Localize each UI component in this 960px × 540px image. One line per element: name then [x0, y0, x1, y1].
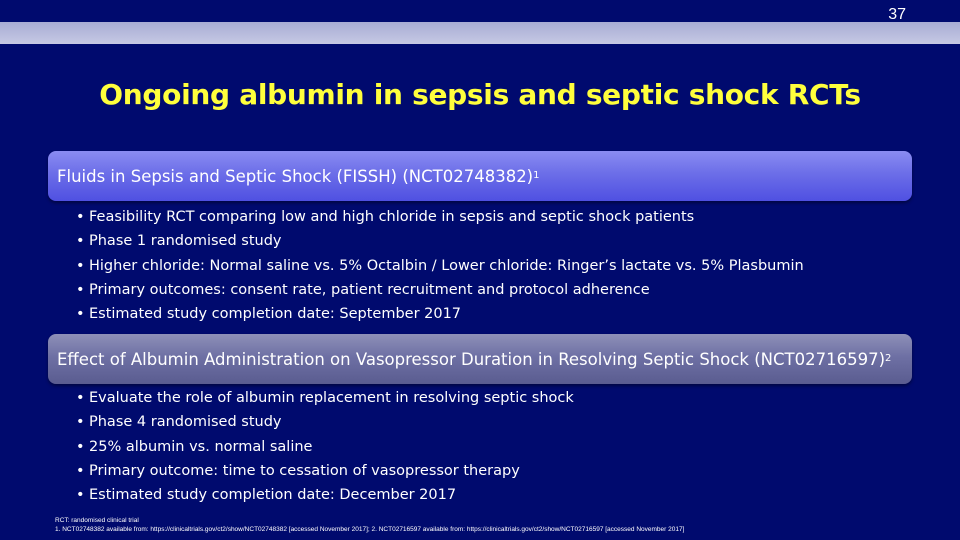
- bullet-item: • Estimated study completion date: September 2017: [76, 302, 804, 326]
- bullet-item: • Phase 4 randomised study: [76, 410, 574, 434]
- bullet-item: • Higher chloride: Normal saline vs. 5% Octalbin / Lower chloride: Ringer’s lactate vs. 5% Plasbumin: [76, 254, 804, 278]
- bullet-item: • Primary outcome: time to cessation of vasopressor therapy: [76, 459, 574, 483]
- footnotes: [55, 516, 684, 534]
- trial-bullet-list-vasopressor: [76, 386, 574, 507]
- bullet-item: • Primary outcomes: consent rate, patient recruitment and protocol adherence: [76, 278, 804, 302]
- trial-heading-vasopressor: Effect of Albumin Administration on Vasopressor Duration in Resolving Septic Shock (NCT02716597) 2: [48, 334, 912, 384]
- bullet-item: • Evaluate the role of albumin replacement in resolving septic shock: [76, 386, 574, 410]
- trial-heading-fissh: Fluids in Sepsis and Septic Shock (FISSH) (NCT02748382) 1: [48, 151, 912, 201]
- bullet-item: • Estimated study completion date: December 2017: [76, 483, 574, 507]
- slide-title: Ongoing albumin in sepsis and septic shock RCTs: [99, 78, 861, 111]
- trial-bullet-list-fissh: [76, 205, 804, 326]
- bullet-item: • 25% albumin vs. normal saline: [76, 435, 574, 459]
- header-band: [0, 22, 960, 44]
- page-number: 37: [888, 6, 906, 23]
- abbreviation-note: RCT: randomised clinical trial: [55, 517, 139, 524]
- bullet-item: • Feasibility RCT comparing low and high chloride in sepsis and septic shock patients: [76, 205, 804, 229]
- reference-note: 1. NCT02748382 available from: https://clinicaltrials.gov/ct2/show/NCT02748382 [accessed November 2017]; 2. NCT02716597 available from: https://clinicaltrials.gov/ct2/show/NCT02716597 [accessed November 2017]: [55, 526, 685, 533]
- trial-heading-text: Fluids in Sepsis and Septic Shock (FISSH) (NCT02748382): [57, 166, 534, 186]
- trial-heading-text: Effect of Albumin Administration on Vasopressor Duration in Resolving Septic Shock (NCT02716597): [57, 349, 886, 369]
- bullet-item: • Phase 1 randomised study: [76, 229, 804, 253]
